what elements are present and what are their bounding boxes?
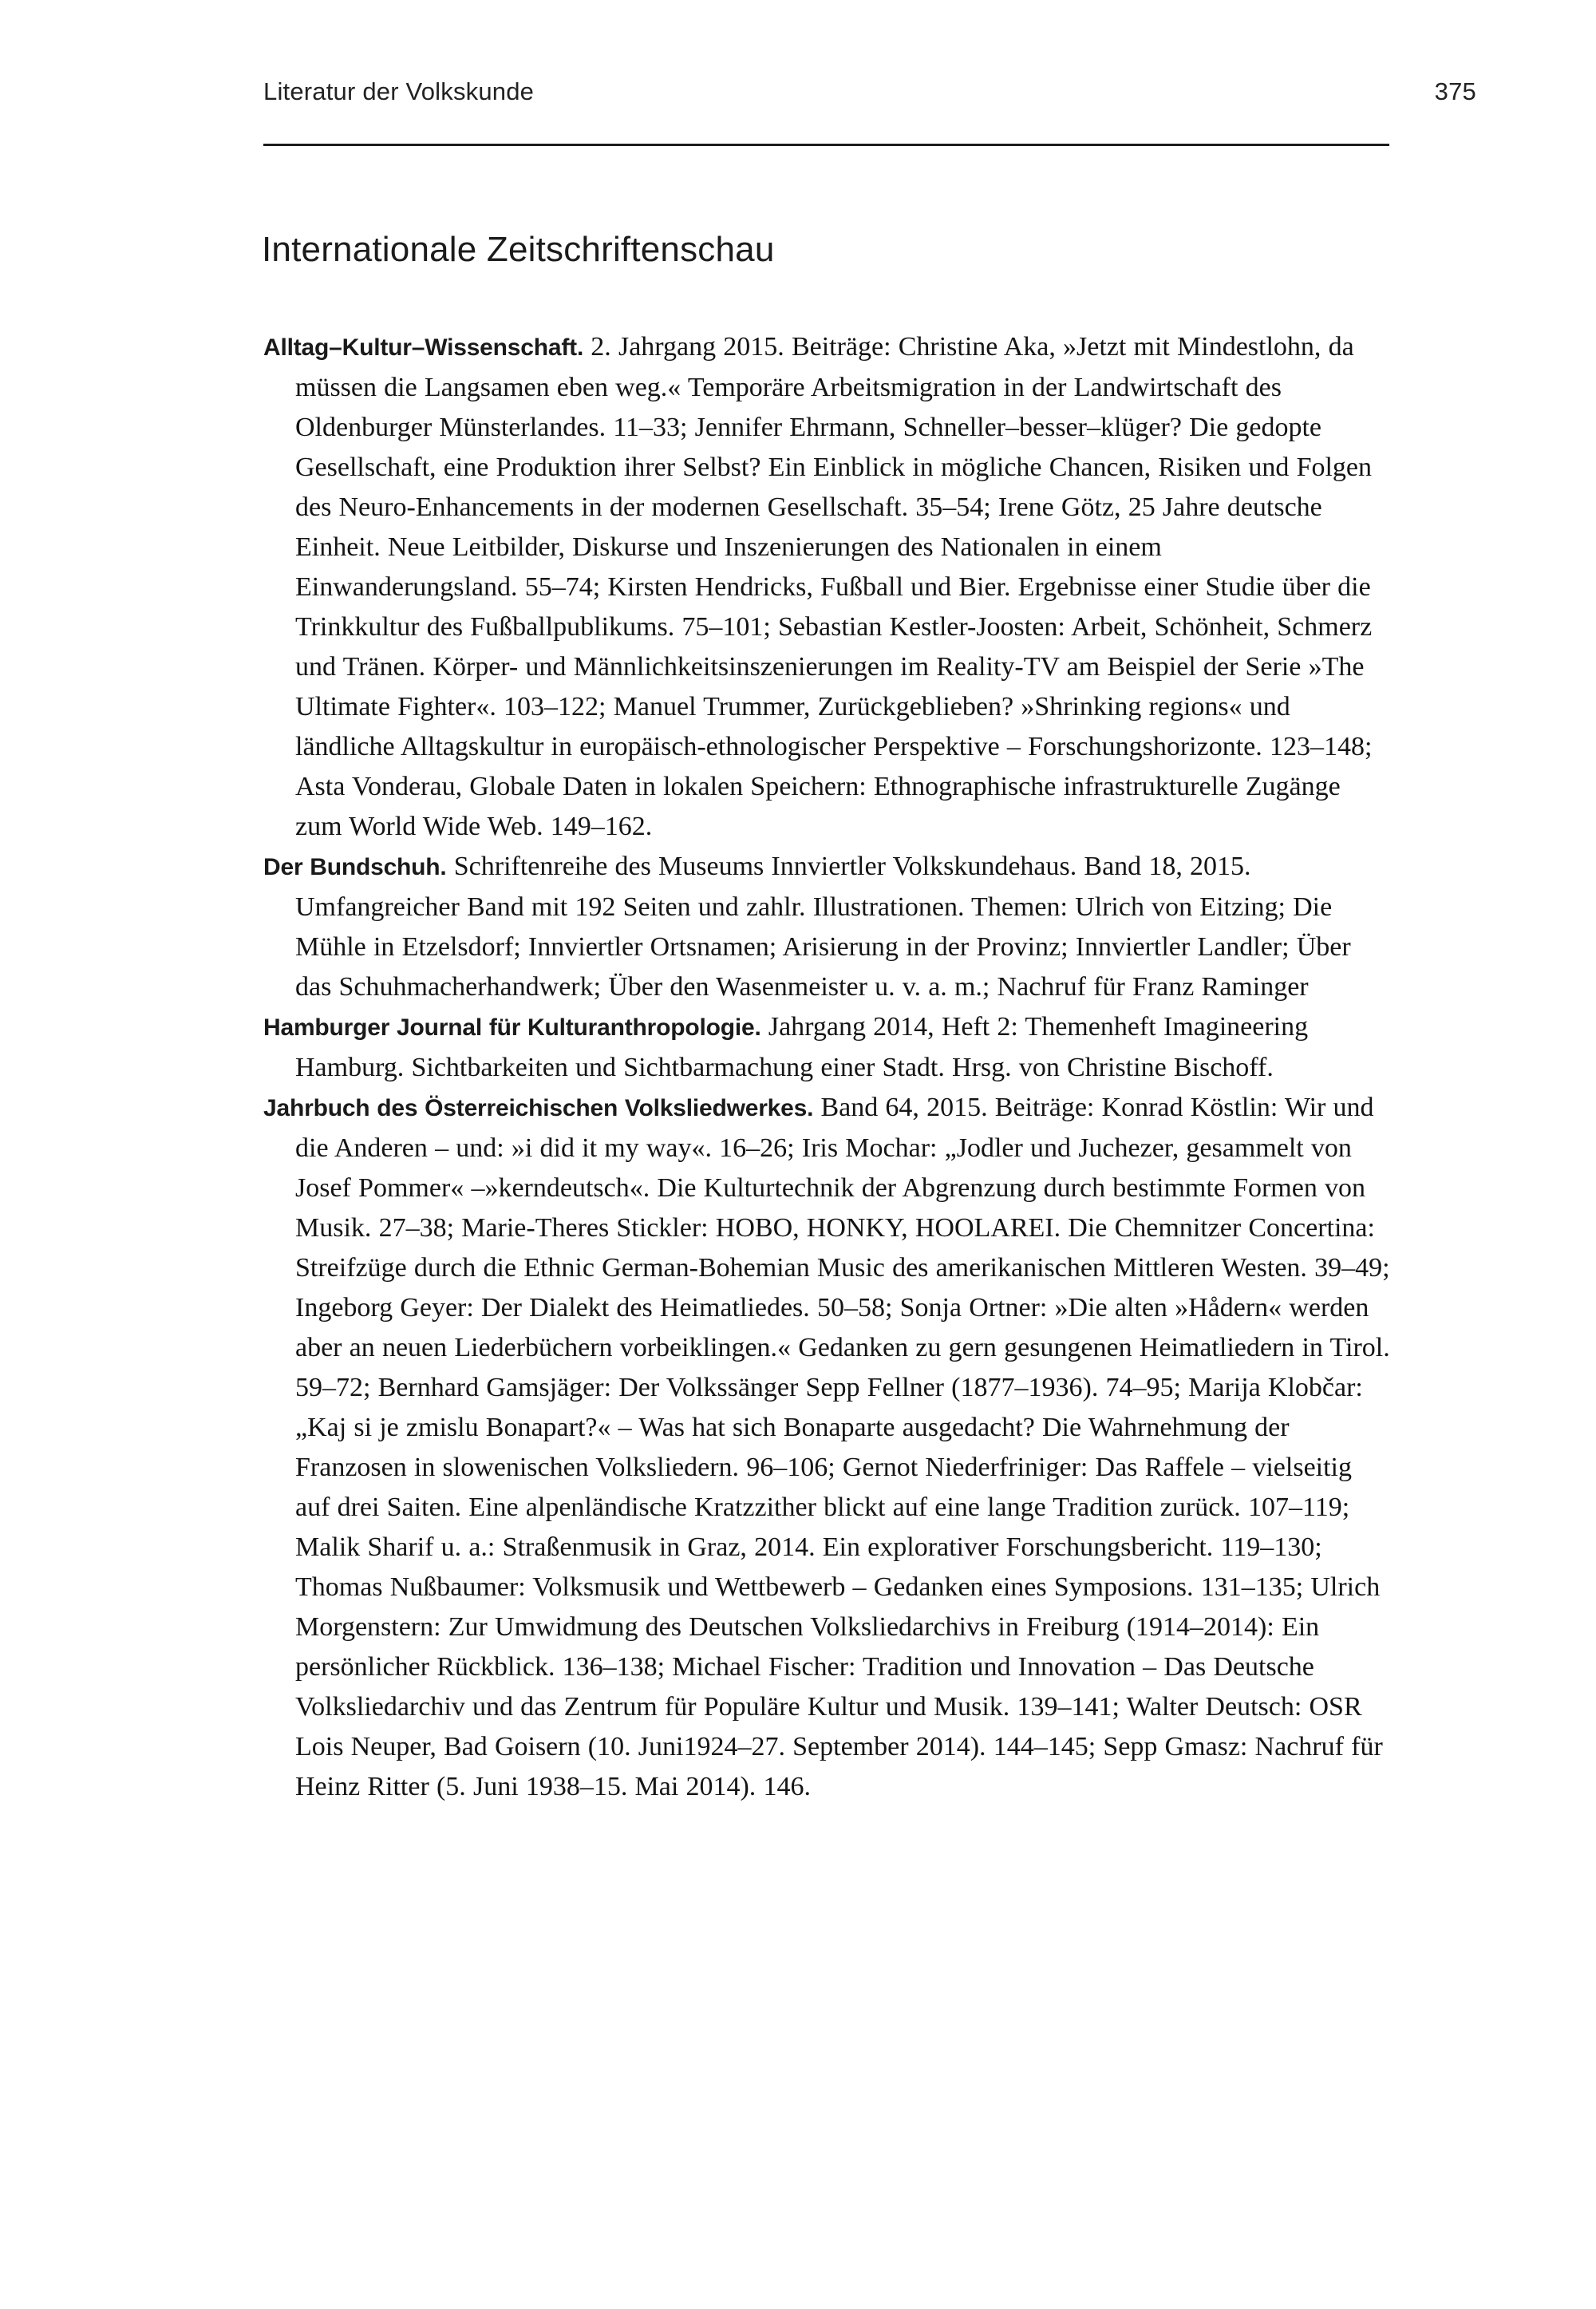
page-number: 375: [1434, 77, 1476, 105]
entry-jahrbuch-volksliedwerk: [263, 1088, 1390, 1807]
entry-hamburger-journal: [263, 1007, 1390, 1088]
entry-title: Jahrbuch des Österreichischen Volksliedwerkes.: [263, 1095, 814, 1121]
entry-body: Schriftenreihe des Museums Innviertler Volkskundehaus. Band 18, 2015. Umfangreicher Band mit 192 Seiten und zahlr. Illustrationen. Themen: Ulrich von Eitzing; Die Mühle in Etzelsdorf; Innviertler Ortsnamen; Arisierung in der Provinz; Innviertler Landler; Über das Schuhmacherhandwerk; Über den Wasenmeister u. v. a. m.; Nachruf für Franz Raminger: [295, 852, 1351, 1002]
entry-body: Band 64, 2015. Beiträge: Konrad Köstlin: Wir und die Anderen – und: »i did it my way«. 16–26; Iris Mochar: „Jodler und Juchezer, gesammelt von Josef Pommer« –»kerndeutsch«. Die Kulturtechnik der Abgrenzung durch bestimmte Formen von Musik. 27–38; Marie-Theres Stickler: HOBO, HONKY, HOOLAREI. Die Chemnitzer Concertina: Streifzüge durch die Ethnic German-Bohemian Music des amerikanischen Mittleren Westen. 39–49; Ingeborg Geyer: Der Dialekt des Heimatliedes. 50–58; Sonja Ortner: »Die alten »Hådern« werden aber an neuen Liederbüchern vorbeiklingen.« Gedanken zu gern gesungenen Heimatliedern in Tirol. 59–72; Bernhard Gamsjäger: Der Volkssänger Sepp Fellner (1877–1936). 74–95; Marija Klobčar: „Kaj si je zmislu Bonapart?« – Was hat sich Bonaparte ausgedacht? Die Wahrnehmung der Franzosen in slowenischen Volksliedern. 96–106; Gernot Niederfriniger: Das Raffele – vielseitig auf drei Saiten. Eine alpenländische Kratzzither blickt auf eine lange Tradition zurück. 107–119; Malik Sharif u. a.: Straßenmusik in Graz, 2014. Ein explorativer Forschungsbericht. 119–130; Thomas Nußbaumer: Volksmusik und Wettbewerb – Gedanken eines Symposions. 131–135; Ulrich Morgenstern: Zur Umwidmung des Deutschen Volksliedarchivs in Freiburg (1914–2014): Ein persönlicher Rückblick. 136–138; Michael Fischer: Tradition und Innovation – Das Deutsche Volksliedarchiv und das Zentrum für Populäre Kultur und Musik. 139–141; Walter Deutsch: OSR Lois Neuper, Bad Goisern (10. Juni1924–27. September 2014). 144–145; Sepp Gmasz: Nachruf für Heinz Ritter (5. Juni 1938–15. Mai 2014). 146.: [295, 1093, 1390, 1801]
running-header-text: Literatur der Volkskunde: [263, 77, 535, 105]
header-rule: [263, 144, 1389, 146]
section-title: Internationale Zeitschriftenschau: [262, 230, 775, 270]
entry-der-bundschuh: [263, 847, 1390, 1007]
entry-title: Hamburger Journal für Kulturanthropologie.: [263, 1014, 761, 1041]
entry-title: Der Bundschuh.: [263, 854, 447, 880]
running-head: [263, 77, 1476, 107]
entry-alltag-kultur-wissenschaft: [263, 327, 1390, 847]
entry-body: 2. Jahrgang 2015. Beiträge: Christine Aka, »Jetzt mit Mindestlohn, da müssen die Langsamen eben weg.« Temporäre Arbeitsmigration in der Landwirtschaft des Oldenburger Münsterlandes. 11–33; Jennifer Ehrmann, Schneller–besser–klüger? Die gedopte Gesellschaft, eine Produktion ihrer Selbst? Ein Einblick in mögliche Chancen, Risiken und Folgen des Neuro-Enhancements in der modernen Gesellschaft. 35–54; Irene Götz, 25 Jahre deutsche Einheit. Neue Leitbilder, Diskurse und Inszenierungen des Nationalen in einem Einwanderungsland. 55–74; Kirsten Hendricks, Fußball und Bier. Ergebnisse einer Studie über die Trinkkultur des Fußballpublikums. 75–101; Sebastian Kestler-Joosten: Arbeit, Schönheit, Schmerz und Tränen. Körper- und Männlichkeitsinszenierungen im Reality-TV am Beispiel der Serie »The Ultimate Fighter«. 103–122; Manuel Trummer, Zurückgeblieben? »Shrinking regions« und ländliche Alltagskultur in europäisch-ethnologischer Perspektive – Forschungshorizonte. 123–148; Asta Vonderau, Globale Daten in lokalen Speichern: Ethnographische infrastrukturelle Zugänge zum World Wide Web. 149–162.: [295, 332, 1373, 841]
entry-title: Alltag–Kultur–Wissenschaft.: [263, 334, 584, 361]
entry-body: Jahrgang 2014, Heft 2: Themenheft Imagineering Hamburg. Sichtbarkeiten und Sichtbarmachung einer Stadt. Hrsg. von Christine Bischoff.: [295, 1012, 1309, 1082]
bibliography-entries: [263, 327, 1390, 1807]
